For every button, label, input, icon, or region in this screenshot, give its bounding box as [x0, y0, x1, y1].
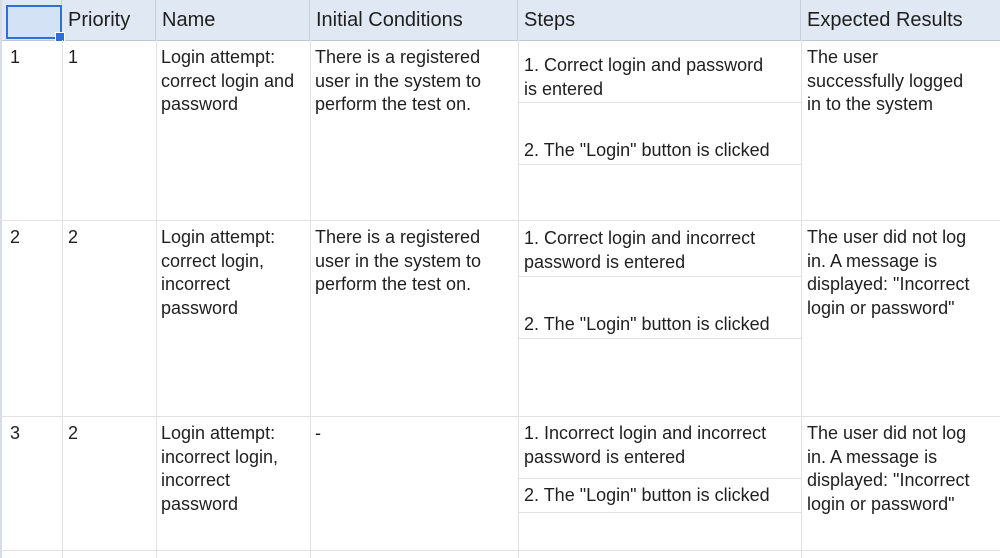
steps-subline [518, 512, 801, 513]
cell-row1-initial[interactable]: There is a registered user in the system to perform the test on. [315, 47, 482, 114]
cell-row2-expected[interactable]: The user did not log in. A message is displayed: "Incorrect login or password" [807, 227, 970, 318]
header-name[interactable]: Name [156, 0, 310, 40]
cell-row2-id[interactable]: 2 [10, 227, 21, 247]
header-steps[interactable]: Steps [518, 0, 801, 40]
grid-left-edge [0, 0, 2, 558]
cell-row2-initial[interactable]: There is a registered user in the system to perform the test on. [315, 227, 482, 294]
header-priority[interactable]: Priority [62, 0, 156, 40]
cell-row3-step2[interactable]: 2. The "Login" button is clicked [524, 485, 770, 505]
cell-row1-name[interactable]: Login attempt: correct login and password [161, 47, 295, 114]
grid-vline [518, 40, 519, 558]
grid-vline [801, 40, 802, 558]
cell-row2-name[interactable]: Login attempt: correct login, incorrect password [161, 227, 276, 318]
header-row [0, 0, 1000, 41]
cell-row3-step1[interactable]: 1. Incorrect login and incorrect password is entered [524, 423, 767, 467]
grid-hline [0, 220, 1000, 221]
steps-subline [518, 478, 801, 479]
grid-vline [156, 40, 157, 558]
grid-hline [0, 416, 1000, 417]
cell-row2-step2[interactable]: 2. The "Login" button is clicked [524, 314, 770, 334]
steps-subline [518, 102, 801, 103]
steps-subline [518, 164, 801, 165]
cell-row2-priority[interactable]: 2 [68, 227, 79, 247]
cell-row1-step2[interactable]: 2. The "Login" button is clicked [524, 140, 770, 160]
header-initial-conditions[interactable]: Initial Conditions [310, 0, 518, 40]
selected-cell-a1[interactable] [6, 5, 62, 39]
cell-row2-step1[interactable]: 1. Correct login and incorrect password is entered [524, 228, 756, 272]
steps-subline [518, 338, 801, 339]
cell-row3-priority[interactable]: 2 [68, 423, 79, 443]
cell-row3-initial[interactable]: - [315, 423, 321, 443]
cell-row1-priority[interactable]: 1 [68, 47, 79, 67]
grid-hline [0, 550, 1000, 551]
cell-row3-expected[interactable]: The user did not log in. A message is displayed: "Incorrect login or password" [807, 423, 970, 514]
grid-vline [62, 40, 63, 558]
steps-subline [518, 276, 801, 277]
header-expected-results[interactable]: Expected Results [807, 9, 963, 31]
cell-row1-id[interactable]: 1 [10, 47, 21, 67]
cell-row1-step1[interactable]: 1. Correct login and password is entered [524, 55, 764, 99]
grid-vline [310, 40, 311, 558]
cell-row3-name[interactable]: Login attempt: incorrect login, incorrect password [161, 423, 279, 514]
cell-row3-id[interactable]: 3 [10, 423, 21, 443]
cell-row1-expected[interactable]: The user successfully logged in to the system [807, 47, 964, 114]
